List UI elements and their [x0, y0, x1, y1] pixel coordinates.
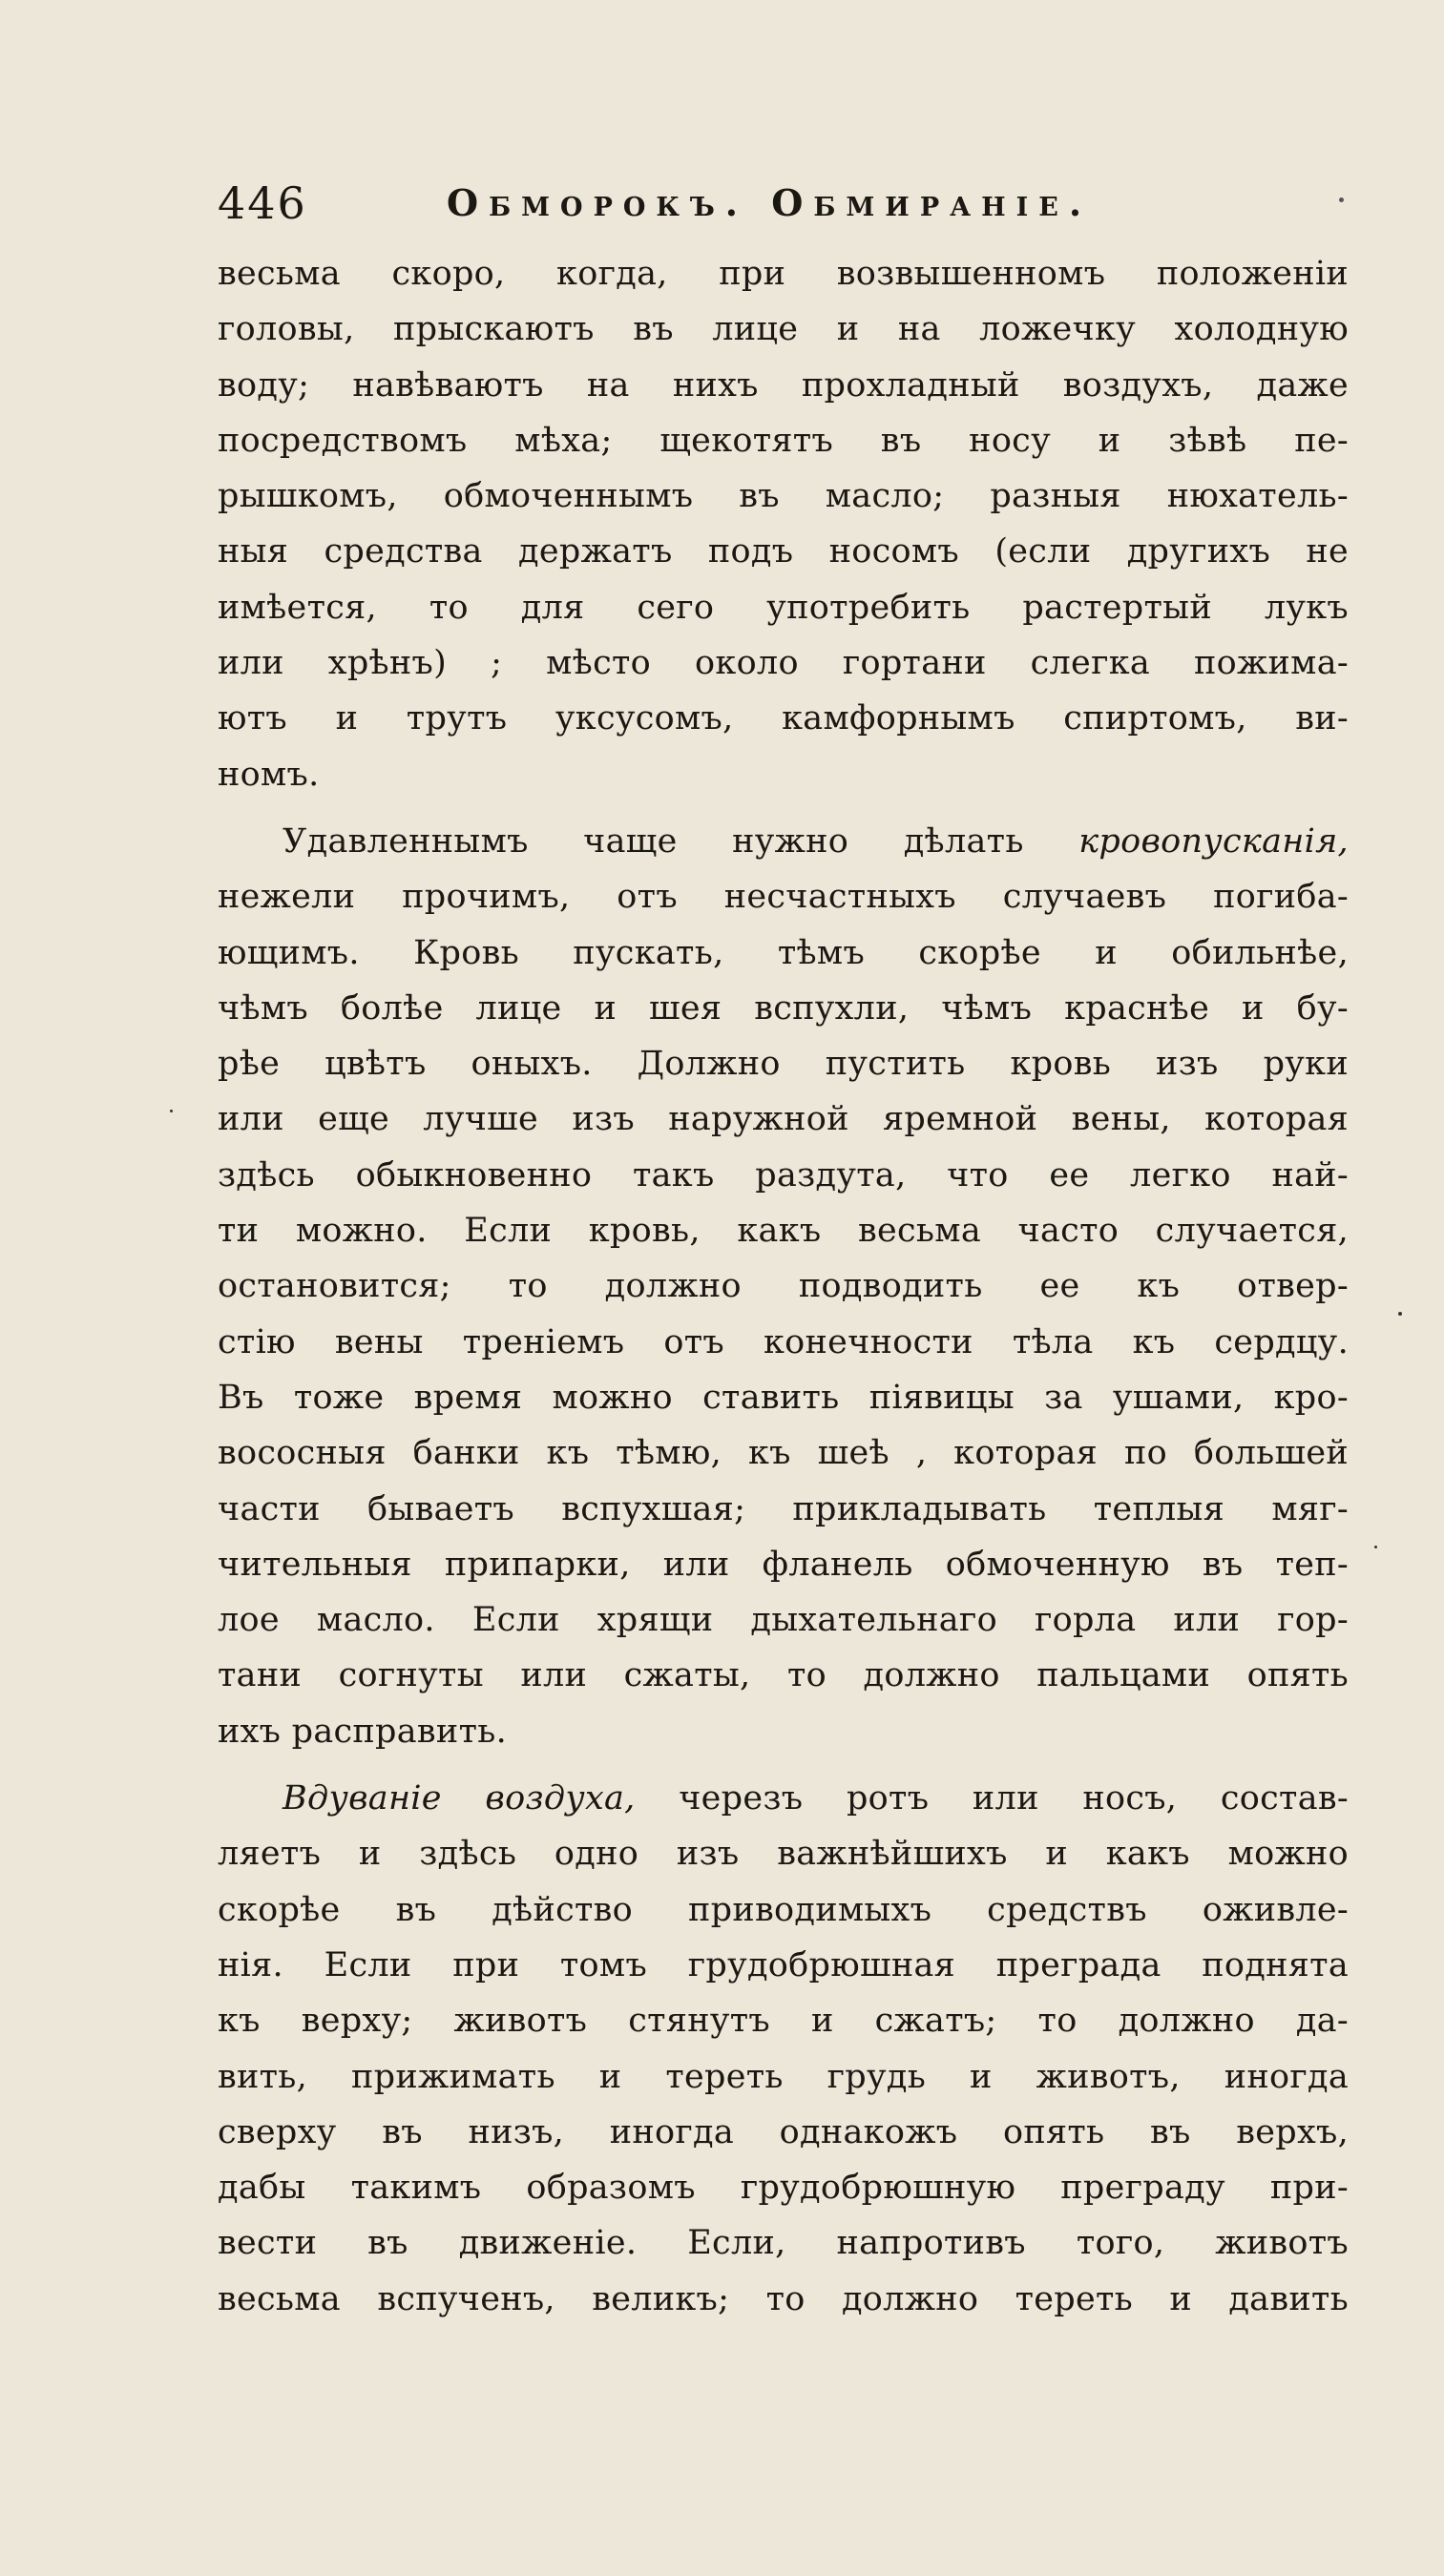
text-line: остановится; то должно подводить ее къ отвер-	[218, 1267, 1349, 1306]
text-run: черезъ ротъ или носъ, состав-	[635, 1779, 1349, 1818]
paragraph-3	[218, 1771, 1349, 2327]
text-line: номъ.	[218, 755, 320, 794]
text-line: нiя. Если при томъ грудобрюшная преграда поднята	[218, 1945, 1349, 1984]
body-text	[218, 246, 1349, 2327]
text-line: весьма вспученъ, великъ; то должно тереть и давить	[218, 2279, 1349, 2318]
text-line: ютъ и трутъ уксусомъ, камфорнымъ спиртомъ, ви-	[218, 699, 1349, 738]
text-line: рѣе цвѣтъ оныхъ. Должно пустить кровь изъ руки	[218, 1045, 1349, 1084]
page-header	[218, 175, 1344, 232]
text-line-first	[218, 1771, 1349, 1826]
text-line: весьма скоро, когда, при возвышенномъ положенiи	[218, 255, 1349, 293]
text-line: воду; навѣваютъ на нихъ прохладный воздухъ, даже	[218, 365, 1349, 405]
text-line: чительныя припарки, или фланель обмоченную въ теп-	[218, 1545, 1349, 1584]
text-line: ныя средства держатъ подъ носомъ (если другихъ не	[218, 532, 1349, 571]
text-line: головы, прыскаютъ въ лице и на ложечку холодную	[218, 310, 1349, 349]
text-line: рышкомъ, обмоченнымъ въ масло; разныя нюхатель-	[218, 477, 1349, 516]
text-line: тани согнуты или сжаты, то должно пальцами опять	[218, 1656, 1349, 1695]
text-line: скорѣе въ дѣйство приводимыхъ средствъ оживле-	[218, 1890, 1349, 1929]
text-line: посредствомъ мѣха; щекотятъ въ носу и зѣвѣ пе-	[218, 421, 1349, 460]
text-line: ляетъ и здѣсь одно изъ важнѣйшихъ и какъ можно	[218, 1835, 1349, 1874]
text-line: или еще лучше изъ наружной яремной вены, которая	[218, 1100, 1349, 1139]
text-line: лое масло. Если хрящи дыхательнаго горла или гор-	[218, 1601, 1349, 1640]
running-title: Обморокъ. Обмиранiе.	[447, 181, 1093, 224]
text-line: сверху въ низъ, иногда однакожъ опять въ верхъ,	[218, 2112, 1349, 2151]
text-line: Въ тоже время можно ставить пiявицы за ушами, кро-	[218, 1378, 1349, 1417]
text-line: здѣсь обыкновенно такъ раздута, что ее легко най-	[218, 1155, 1349, 1195]
text-line: чѣмъ болѣе лице и шея вспухли, чѣмъ краснѣе и бу-	[218, 988, 1349, 1028]
text-line: вососныя банки къ тѣмю, къ шеѣ , которая по большей	[218, 1434, 1349, 1473]
text-line: ти можно. Если кровь, какъ весьма часто случается,	[218, 1212, 1349, 1251]
text-line: ихъ расправить.	[218, 1712, 508, 1751]
page-number: 446	[218, 177, 307, 229]
text-line: стiю вены тренiемъ отъ конечности тѣла къ сердцу.	[218, 1322, 1349, 1361]
text-line: или хрѣнъ) ; мѣсто около гортани слегка пожима-	[218, 644, 1349, 683]
text-line: ющимъ. Кровь пускать, тѣмъ скорѣе и обильнѣе,	[218, 933, 1349, 972]
text-line: вести въ движенiе. Если, напротивъ того, животъ	[218, 2224, 1349, 2263]
paragraph-2	[218, 814, 1349, 1759]
emphasis-text: Вдуванiе воздуха,	[283, 1779, 636, 1818]
text-line: вить, прижимать и тереть грудь и животъ, иногда	[218, 2057, 1349, 2096]
emphasis-text: кровопусканiя,	[1078, 821, 1349, 861]
text-line-first	[218, 814, 1349, 869]
text-line: части бываетъ вспухшая; прикладывать теплыя мяг-	[218, 1489, 1349, 1528]
ink-speck	[1374, 1546, 1377, 1548]
ink-speck	[170, 1110, 173, 1112]
text-run: Удавленнымъ чаще нужно дѣлать	[283, 821, 1079, 861]
ink-speck	[1398, 1312, 1402, 1316]
text-line: къ верху; животъ стянутъ и сжатъ; то должно да-	[218, 2002, 1349, 2041]
paragraph-1	[218, 246, 1349, 802]
text-line: нежели прочимъ, отъ несчастныхъ случаевъ погиба-	[218, 878, 1349, 917]
text-line: имѣется, то для сего употребить растертый лукъ	[218, 588, 1349, 627]
text-line: дабы такимъ образомъ грудобрюшную преграду при-	[218, 2169, 1349, 2208]
ink-speck	[1339, 197, 1344, 202]
